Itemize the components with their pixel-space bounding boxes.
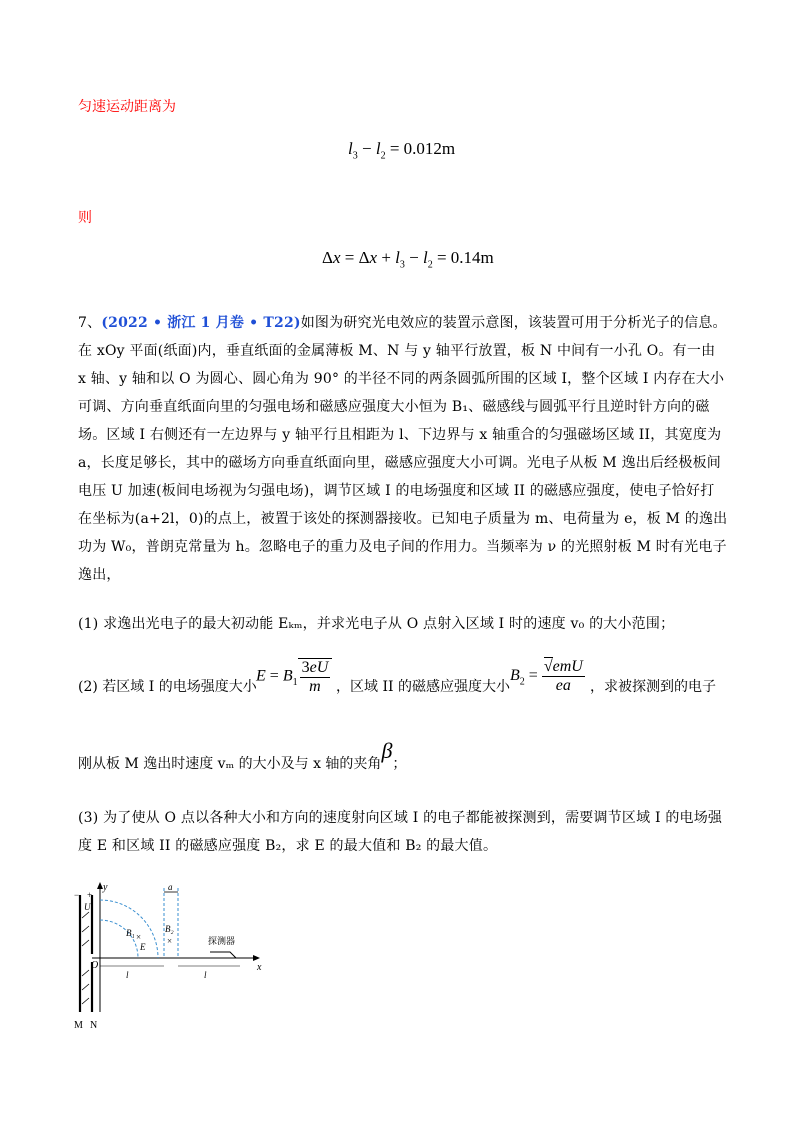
label-detector: 探测器 (208, 937, 236, 947)
formula-B2: $B_2$ = $\frac{\text{√emU}}{ea}$ (510, 658, 583, 694)
formula-E: $E = B_1$ $\frac{3eU}{m}$ (256, 658, 332, 696)
question-2-part-a: (2) 若区域 I 的电场强度大小 (78, 679, 257, 695)
label-l-1: l (126, 970, 129, 980)
label-B2: B₂ (165, 924, 174, 934)
x-arrow-icon (253, 955, 260, 961)
question-2-part-c: ，求被探测到的电子 (590, 679, 716, 695)
label-B1: B₁ (126, 928, 135, 938)
solution-text-1: 匀速运动距离为 (78, 99, 176, 115)
problem-intro-text: 如图为研究光电效应的装置示意图，该装置可用于分析光子的信息。在 xOy 平面(纸面)内，垂直纸面的金属薄板 M、N 与 y 轴平行放置，板 N 中间有一小孔 O。有一由 x 轴、y 轴和以 O 为圆心、圆心角为 90° 的半径不同的两条圆弧所围的区域 I，整个区域 I 内存在大小可调、方向垂直纸面向里的匀强电场和磁感应强度大小恒为 B₁、磁感线与圆弧平行且逆时针方向的磁场。区域 I 右侧还有一左边界与 y 轴平行且相距为 l、下边界与 x 轴重合的匀强磁场区域 II，其宽度为 a，长度足够长，其中的磁场方向垂直纸面向里，磁感应强度大小可调。光电子从板 M 逸出后经极板间电压 U 加速(板间电场视为匀强电场)，调节区域 I 的电场强度和区域 II 的磁感应强度，使电子恰好打在坐标为(a+2l，0)的点上，被置于该处的探测器接收。已知电子质量为 m、电荷量为 e，板 M 的逸出功为 W₀，普朗克常量为 h。忽略电子的重力及电子间的作用力。当频率为 ν 的光照射板 M 时有光电子逸出， (78, 315, 728, 583)
label-l-2: l (204, 970, 207, 980)
question-2-part-e: ； (392, 756, 407, 772)
question-2-part-b: ，区域 II 的磁感应强度大小 (336, 679, 510, 695)
label-O: O (91, 960, 99, 971)
plate-field-lines (82, 912, 89, 1004)
label-M: M (74, 1020, 83, 1031)
problem-7-intro (78, 309, 728, 589)
cross-mark: × (167, 936, 173, 946)
question-3: (3) 为了使从 O 点以各种大小和方向的速度射向区域 I 的电子都能被探测到，需要调节区域 I 的电场强度 E 和区域 II 的磁感应强度 B₂，求 E 的最大值和 B₂ 的最大值。 (78, 810, 723, 854)
equation-1: $l_3 - l_2 = 0.012m$ (348, 139, 456, 162)
label-x: x (257, 962, 262, 973)
equation-2: $\Delta x = \Delta x + l_3 - l_2 = 0.14m$ (322, 248, 494, 271)
label-E: E (140, 942, 146, 952)
beta-symbol: β (381, 738, 393, 763)
inner-arc (100, 920, 138, 958)
problem-number: 7、 (78, 315, 102, 331)
apparatus-diagram (70, 880, 270, 1040)
label-U: U (84, 902, 91, 912)
question-2-part-d: 刚从板 M 逸出时速度 vₘ 的大小及与 x 轴的夹角 (78, 756, 382, 772)
label-plus: + (87, 890, 93, 900)
label-minus: − (74, 890, 80, 900)
question-2-line2 (78, 738, 407, 774)
label-a: a (168, 882, 173, 892)
solution-text-2: 则 (78, 210, 92, 226)
problem-source: (2022 • 浙江 1 月卷 • T22) (101, 315, 301, 331)
question-2 (78, 652, 738, 712)
detector-icon (210, 952, 236, 958)
label-y: y (103, 882, 108, 893)
cross-mark-region-1: × (136, 932, 142, 942)
question-1: (1) 求逸出光电子的最大初动能 Eₖₘ，并求光电子从 O 点射入区域 I 时的速度 v₀ 的大小范围； (78, 616, 675, 632)
label-N: N (90, 1020, 98, 1031)
